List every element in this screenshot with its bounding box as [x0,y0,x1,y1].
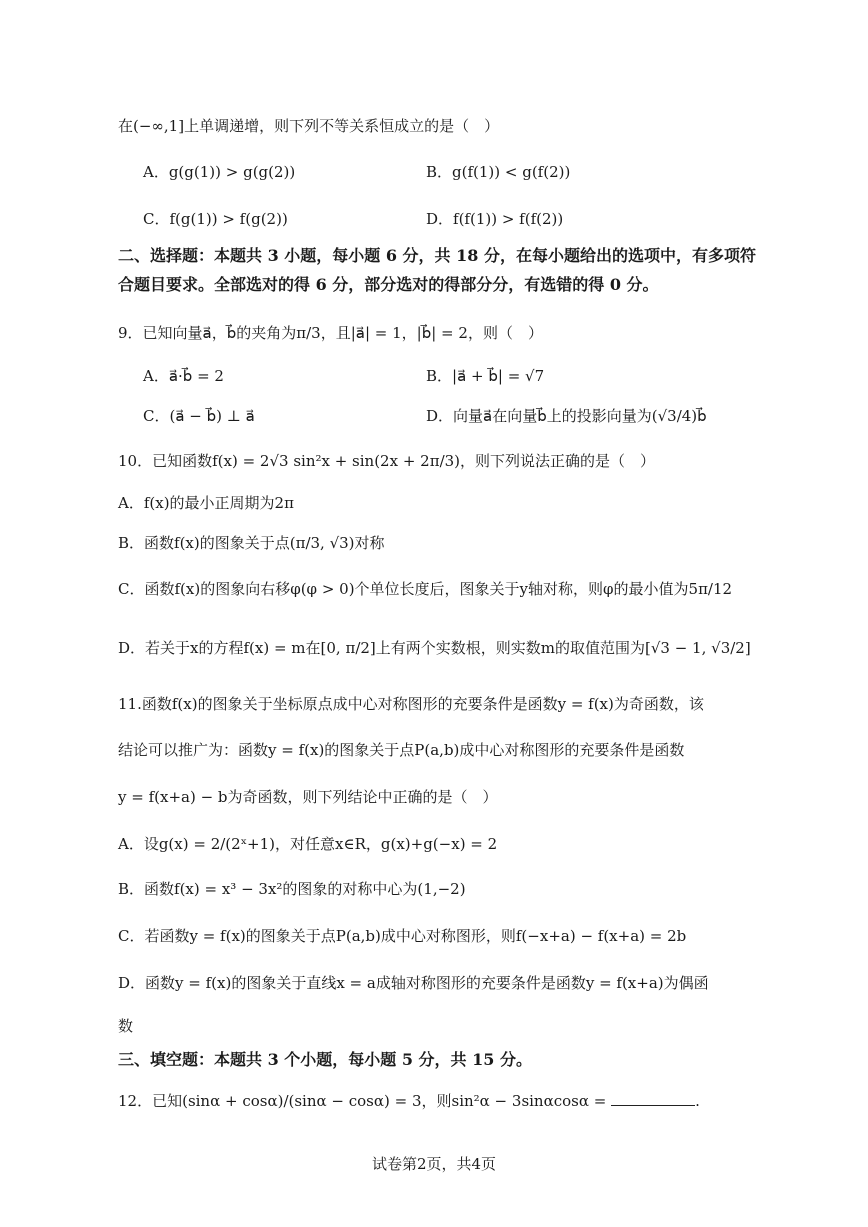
q11-option-c: C．若函数y = f(x)的图象关于点P(a,b)成中心对称图形，则f(−x+a) − f(x+a) = 2b [118,927,687,945]
q10-option-b: B．函数f(x)的图象关于点(π/3, √3)对称 [118,534,385,552]
q11-option-a: A．设g(x) = 2/(2ˣ+1)，对任意x∈R，g(x)+g(−x) = 2 [118,835,498,853]
q12-stem-text: 12．已知(sinα + cosα)/(sinα − cosα) = 3，则sin²α − 3sinαcosα = [118,1092,607,1110]
q9-option-a: A．a⃗·b⃗ = 2 [143,367,224,385]
q8-option-a: A．g(g(1)) > g(g(2)) [143,163,296,181]
page-footer: 试卷第2页，共4页 [371,1155,497,1173]
q10-stem: 10．已知函数f(x) = 2√3 sin²x + sin(2x + 2π/3)，则下列说法正确的是（ ） [118,452,656,470]
section-3-heading: 三、填空题：本题共 3 个小题，每小题 5 分，共 15 分。 [118,1050,532,1069]
q9-option-c: C．(a⃗ − b⃗) ⊥ a⃗ [143,407,255,425]
q12-stem-end: . [695,1092,700,1110]
q9-option-b: B．|a⃗ + b⃗| = √7 [426,367,545,385]
q8-option-c: C．f(g(1)) > f(g(2)) [143,210,288,228]
q12-stem [118,1090,700,1112]
q8-option-d: D．f(f(1)) > f(f(2)) [426,210,564,228]
q9-option-d: D．向量a⃗在向量b⃗上的投影向量为(√3/4)b⃗ [426,407,707,425]
q10-option-c: C．函数f(x)的图象向右移φ(φ > 0)个单位长度后，图象关于y轴对称，则φ的最小值为5π/12 [118,580,733,598]
q12-answer-blank [611,1091,695,1106]
q10-option-a: A．f(x)的最小正周期为2π [118,494,294,512]
q11-option-b: B．函数f(x) = x³ − 3x²的图象的对称中心为(1,−2) [118,880,466,898]
q8-option-b: B．g(f(1)) < g(f(2)) [426,163,571,181]
q9-stem: 9．已知向量a⃗，b⃗的夹角为π/3，且|a⃗| = 1，|b⃗| = 2，则（ ） [118,324,543,342]
q11-option-d-line-1: D．函数y = f(x)的图象关于直线x = a成轴对称图形的充要条件是函数y = f(x+a)为偶函 [118,974,709,992]
q11-option-d-line-2: 数 [118,1017,134,1035]
q10-option-d: D．若关于x的方程f(x) = m在[0, π/2]上有两个实数根，则实数m的取值范围为[√3 − 1, √3/2] [118,639,751,657]
section-2-heading: 二、选择题：本题共 3 小题，每小题 6 分，共 18 分，在每小题给出的选项中，有多项符合题目要求。全部选对的得 6 分，部分选对的得部分分，有选错的得 0 分。 [118,246,756,294]
q8-stem: 在(−∞,1]上单调递增，则下列不等关系恒成立的是（ ） [118,117,500,135]
q11-stem-line-2: 结论可以推广为：函数y = f(x)的图象关于点P(a,b)成中心对称图形的充要条件是函数 [118,741,685,759]
q11-stem-line-3: y = f(x+a) − b为奇函数，则下列结论中正确的是（ ） [118,788,498,806]
q11-stem-line-1: 11.函数f(x)的图象关于坐标原点成中心对称图形的充要条件是函数y = f(x)为奇函数，该 [118,695,704,713]
